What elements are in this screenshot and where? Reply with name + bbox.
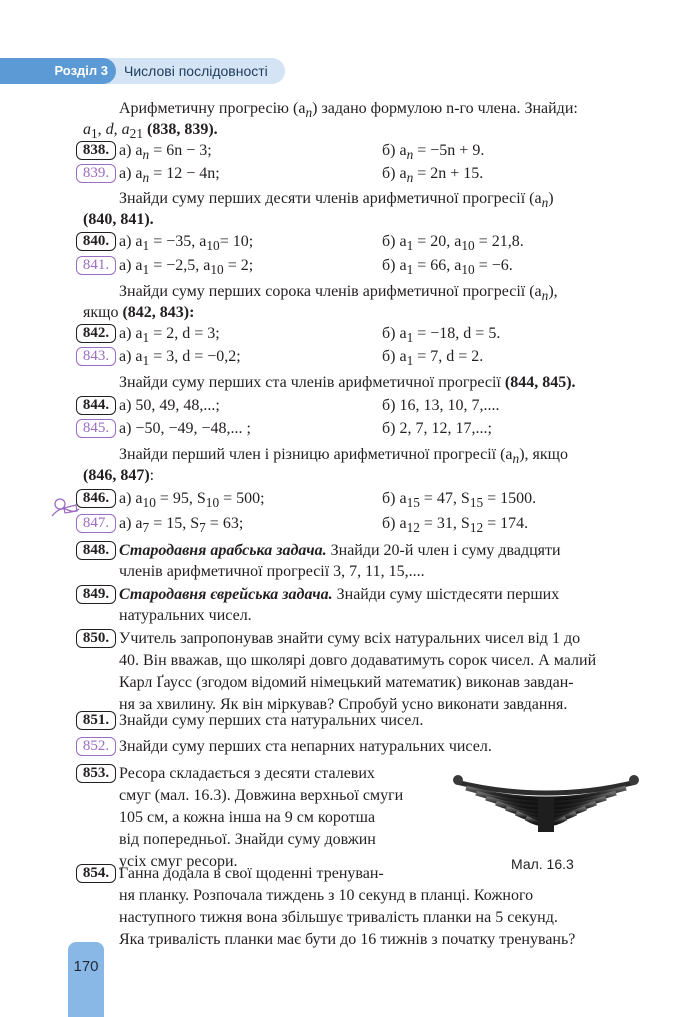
- exercise-number-838: 838.: [76, 141, 116, 160]
- exercise-number-852: 852.: [76, 737, 116, 756]
- page-number: 170: [73, 958, 99, 975]
- exercise-number-848: 848.: [76, 541, 116, 560]
- exercise-850-line2: 40. Він вважав, що школярі довго додаватимуть сорок чисел. А малий: [119, 652, 597, 669]
- exercise-850-line3: Карл Ґаусс (згодом відомий німецький математик) виконав завдан-: [119, 674, 574, 691]
- page-number-tab: [68, 942, 104, 1017]
- exercise-854-line1: Ганна додала в свої щоденні тренуван-: [119, 865, 384, 882]
- exercise-844-b: б) 16, 13, 10, 7,....: [382, 397, 500, 414]
- exercise-850-line4: ня за хвилину. Як він міркував? Спробуй усно виконати завдання.: [119, 696, 568, 713]
- exercise-number-847: 847.: [76, 514, 116, 533]
- exercise-850-line1: Учитель запропонував знайти суму всіх натуральних чисел від 1 до: [119, 630, 581, 647]
- exercise-838-a: а) $a_n = 6n - 3$;: [119, 142, 212, 163]
- exercise-number-839: 839.: [76, 164, 116, 183]
- exercise-840-a: а) $a_1 = -35$, $a_{10}= 10$;: [119, 233, 254, 254]
- exercise-number-853: 853.: [76, 764, 116, 783]
- exercise-853-line4: від попередньої. Знайди суму довжин: [119, 831, 376, 848]
- leaf-spring-illustration: [452, 768, 640, 834]
- exercise-839-a: а) $a_n = 12 - 4n$;: [119, 165, 220, 186]
- exercise-number-841: 841.: [76, 256, 116, 275]
- figure-caption: Мал. 16.3: [511, 856, 574, 872]
- group1-intro: Арифметичну прогресію $(a_n)$ задано формулою n-го члена. Знайди:: [119, 100, 578, 121]
- exercise-number-850: 850.: [76, 629, 116, 648]
- group3-intro-line2: якщо (842, 843):: [83, 304, 195, 321]
- group4-intro: Знайди суму перших ста членів арифметичної прогресії (844, 845).: [119, 374, 576, 391]
- exercise-854-line4: Яка тривалість планки має бути до 16 тижнів з початку тренувань?: [119, 931, 576, 948]
- exercise-843-b: б) $a_1 = 7$, d = 2.: [382, 348, 484, 369]
- exercise-848-line1: Стародавня арабська задача. Знайди 20-й член і суму двадцяти: [119, 542, 561, 559]
- group1-intro-line2: $a_1$, d, $a_{21}$ (838, 839).: [83, 121, 218, 142]
- exercise-852-text: Знайди суму перших ста непарних натуральних чисел.: [119, 738, 492, 755]
- exercise-842-b: б) $a_1 = -18$, d = 5.: [382, 325, 501, 346]
- exercise-number-843: 843.: [76, 347, 116, 366]
- exercise-849-line2: натуральних чисел.: [119, 607, 252, 624]
- group2-intro: Знайди суму перших десяти членів арифметичної прогресії $(a_n)$: [119, 190, 554, 211]
- exercise-number-849: 849.: [76, 585, 116, 604]
- exercise-number-845: 845.: [76, 419, 116, 438]
- chapter-title: Числові послідовності: [124, 63, 268, 79]
- exercise-849-line1: Стародавня єврейська задача. Знайди суму шістдесяти перших: [119, 586, 560, 603]
- section-label: Розділ 3: [0, 58, 116, 84]
- exercise-853-line1: Ресора складається з десяти сталевих: [119, 765, 375, 782]
- exercise-number-844: 844.: [76, 396, 116, 415]
- group3-intro: Знайди суму перших сорока членів арифметичної прогресії $(a_n)$,: [119, 283, 558, 304]
- exercise-853-line2: смуг (мал. 16.3). Довжина верхньої смуги: [119, 787, 404, 804]
- exercise-847-a: а) $a_7 = 15$, $S_7 = 63$;: [119, 515, 244, 536]
- exercise-number-851: 851.: [76, 711, 116, 730]
- exercise-839-b: б) $a_n = 2n + 15$.: [382, 165, 484, 186]
- exercise-848-line2: членів арифметичної прогресії 3, 7, 11, 15,....: [119, 563, 425, 580]
- exercise-853-line3: 105 см, а кожна інша на 9 см коротша: [119, 809, 376, 826]
- group5-intro: Знайди перший член і різницю арифметичної прогресії $(a_n)$, якщо: [119, 446, 568, 467]
- exercise-846-a: а) $a_{10} = 95$, $S_{10} = 500$;: [119, 490, 265, 511]
- group5-refs: (846, 847):: [83, 467, 155, 484]
- exercise-847-b: б) $a_{12} = 31$, $S_{12} = 174$.: [382, 515, 529, 536]
- exercise-851-text: Знайди суму перших ста натуральних чисел.: [119, 712, 424, 729]
- exercise-844-a: а) 50, 49, 48,...;: [119, 397, 220, 414]
- exercise-853-line5: усіх смуг ресори.: [119, 853, 238, 870]
- exercise-845-a: а) −50, −49, −48,... ;: [119, 420, 251, 437]
- exercise-number-846: 846.: [76, 489, 116, 508]
- exercise-number-842: 842.: [76, 324, 116, 343]
- exercise-846-b: б) $a_{15} = 47$, $S_{15} = 1500$.: [382, 490, 537, 511]
- exercise-841-b: б) $a_1 = 66$, $a_{10} = -6$.: [382, 257, 513, 278]
- exercise-854-line2: ня планку. Розпочала тиждень з 10 секунд в планці. Кожного: [119, 887, 534, 904]
- exercise-number-840: 840.: [76, 232, 116, 251]
- exercise-842-a: а) $a_1 = 2$, d = 3;: [119, 325, 220, 346]
- group2-refs: (840, 841).: [83, 211, 154, 228]
- exercise-854-line3: наступного тижня вона збільшує тривалість планки на 5 секунд.: [119, 909, 558, 926]
- exercise-838-b: б) $a_n = -5n + 9$.: [382, 142, 485, 163]
- exercise-841-a: а) $a_1 = -2,5$, $a_{10} = 2$;: [119, 257, 254, 278]
- exercise-845-b: б) 2, 7, 12, 17,...;: [382, 420, 492, 437]
- exercise-840-b: б) $a_1 = 20$, $a_{10} = 21,8$.: [382, 233, 524, 254]
- exercise-843-a: а) $a_1 = 3$, d = −0,2;: [119, 348, 241, 369]
- exercise-number-854: 854.: [76, 864, 116, 883]
